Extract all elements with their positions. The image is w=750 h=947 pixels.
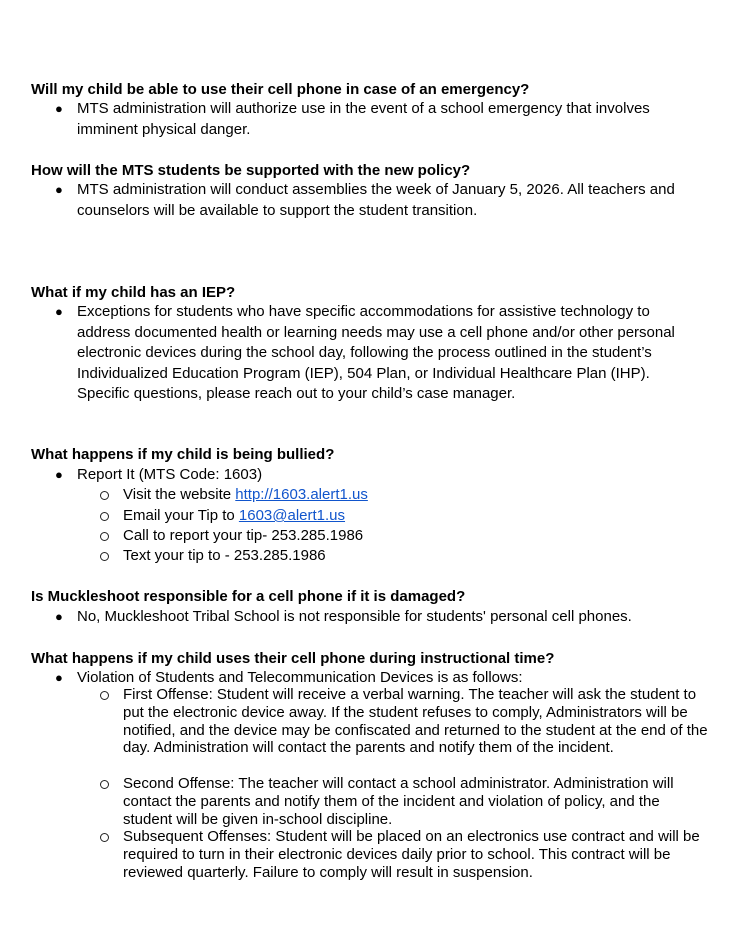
website-link[interactable]: http://1603.alert1.us — [235, 486, 368, 503]
report-email — [123, 506, 345, 526]
circle-bullet-icon — [100, 491, 109, 500]
answer-damaged: No, Muckleshoot Tribal School is not responsible for students' personal cell phones. — [77, 608, 632, 625]
answer-support: MTS administration will conduct assemblies the week of January 5, 2026. All teachers and counselors will be available to support the student transition. — [77, 181, 675, 219]
bullet-icon: ● — [55, 304, 63, 319]
answer-emergency: MTS administration will authorize use in the event of a school emergency that involves imminent physical danger. — [77, 100, 650, 138]
question-iep: What if my child has an IEP? — [31, 284, 236, 301]
report-it: Report It (MTS Code: 1603) — [77, 466, 263, 483]
offense-subsequent: Subsequent Offenses: Student will be placed on an electronics use contract and will be required to turn in their electronic devices daily prior to school. This contract will be reviewed quarterly. Failure to comply will result in suspension. — [123, 828, 700, 881]
question-damaged: Is Muckleshoot responsible for a cell phone if it is damaged? — [31, 588, 466, 605]
offense-first: First Offense: Student will receive a verbal warning. The teacher will ask the student to put the electronic device away. If the student refuses to comply, Administrators will be notified, and the device may be confiscated and returned to the student at the end of the day. Administration will contact the parents and notify them of the incident. — [123, 686, 708, 757]
offense-second: Second Offense: The teacher will contact a school administrator. Administration will contact the parents and notify them of the incident and violation of policy, and the student will be given in-school discipline. — [123, 775, 674, 828]
report-text: Text your tip to - 253.285.1986 — [123, 547, 326, 564]
report-call: Call to report your tip- 253.285.1986 — [123, 527, 364, 544]
bullet-icon: ● — [55, 670, 63, 685]
question-bullied: What happens if my child is being bullied? — [31, 446, 335, 463]
violation-intro: Violation of Students and Telecommunication Devices is as follows: — [77, 669, 523, 686]
email-link[interactable]: 1603@alert1.us — [238, 507, 346, 524]
question-support: How will the MTS students be supported with the new policy? — [31, 162, 471, 179]
report-website — [123, 485, 368, 505]
answer-iep: Exceptions for students who have specific accommodations for assistive technology to address documented health or learning needs may use a cell phone and/or other personal electronic devices during the school day, following the process outlined in the student’s Individualized Education Program (IEP), 504 Plan, or Individual Healthcare Plan (IHP). Specific questions, please reach out to your child’s case manager. — [77, 303, 675, 402]
bullet-icon: ● — [55, 609, 63, 624]
email-label: Email your Tip to — [123, 507, 239, 524]
bullet-icon: ● — [55, 467, 63, 482]
circle-bullet-icon — [100, 691, 109, 700]
question-emergency: Will my child be able to use their cell phone in case of an emergency? — [31, 81, 530, 98]
question-instructional: What happens if my child uses their cell phone during instructional time? — [31, 650, 555, 667]
circle-bullet-icon — [100, 780, 109, 789]
circle-bullet-icon — [100, 532, 109, 541]
circle-bullet-icon — [100, 512, 109, 521]
circle-bullet-icon — [100, 552, 109, 561]
website-label: Visit the website — [123, 486, 236, 503]
bullet-icon: ● — [55, 101, 63, 116]
circle-bullet-icon — [100, 833, 109, 842]
bullet-icon: ● — [55, 182, 63, 197]
